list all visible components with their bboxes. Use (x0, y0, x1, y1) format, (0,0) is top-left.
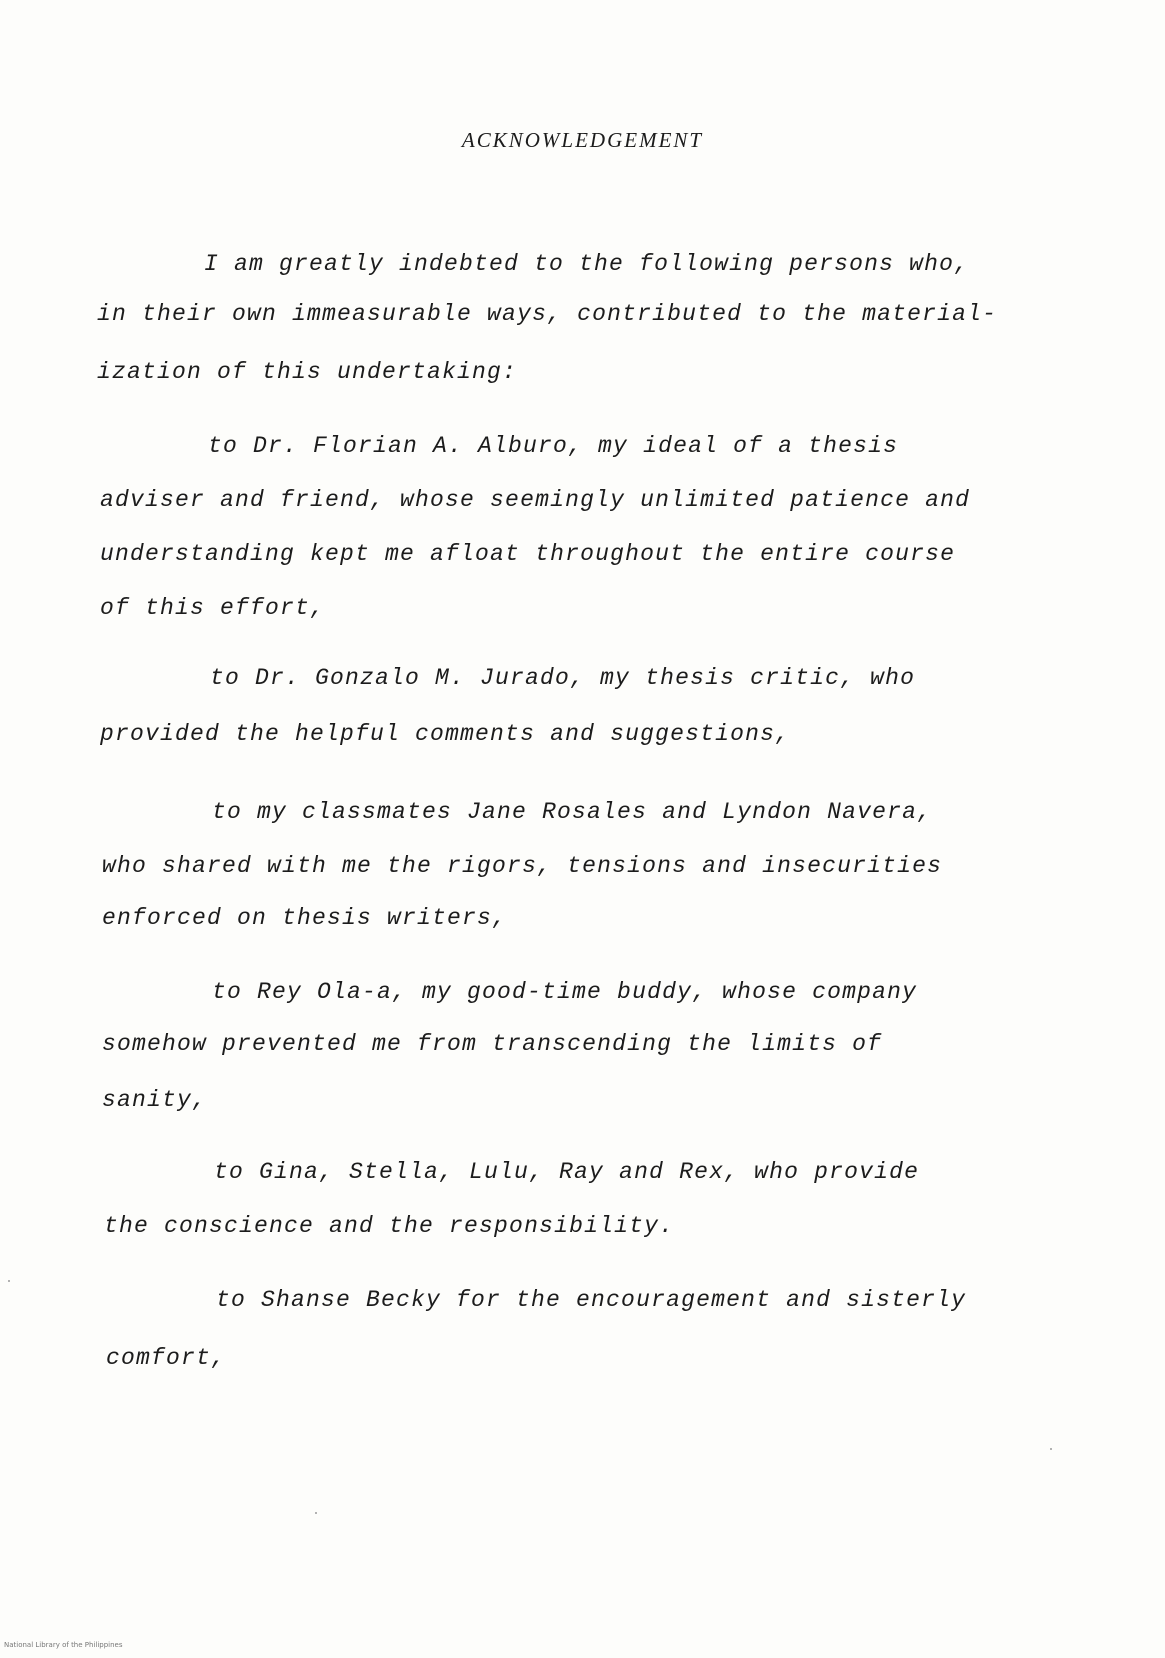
library-footer: National Library of the Philippines (4, 1641, 123, 1649)
body-line: of this effort, (100, 595, 326, 621)
body-line: I am greatly indebted to the following persons who, (204, 251, 970, 277)
body-line: to Dr. Gonzalo M. Jurado, my thesis critic, who (210, 665, 916, 691)
body-line: provided the helpful comments and suggestions, (100, 721, 791, 747)
scan-speck (8, 1280, 10, 1282)
body-line: in their own immeasurable ways, contributed to the material- (97, 301, 998, 327)
body-line: ization of this undertaking: (97, 359, 518, 385)
body-line: to Shanse Becky for the encouragement and sisterly (216, 1287, 967, 1313)
body-line: enforced on thesis writers, (102, 905, 508, 931)
body-line: the conscience and the responsibility. (104, 1213, 675, 1239)
body-line: who shared with me the rigors, tensions and insecurities (102, 853, 943, 879)
page-title: ACKNOWLEDGEMENT (461, 128, 704, 152)
body-line: to Rey Ola-a, my good-time buddy, whose company (212, 979, 918, 1005)
body-line: to Gina, Stella, Lulu, Ray and Rex, who provide (214, 1159, 920, 1185)
body-line: somehow prevented me from transcending the limits of (102, 1031, 883, 1057)
body-line: understanding kept me afloat throughout the entire course (100, 541, 956, 567)
scan-speck (1050, 1448, 1052, 1450)
body-line: sanity, (102, 1087, 208, 1113)
scan-speck (315, 1512, 317, 1514)
body-line: to my classmates Jane Rosales and Lyndon Navera, (212, 799, 933, 825)
body-line: to Dr. Florian A. Alburo, my ideal of a thesis (208, 433, 899, 459)
body-line: comfort, (106, 1345, 227, 1371)
body-line: adviser and friend, whose seemingly unlimited patience and (100, 487, 971, 513)
